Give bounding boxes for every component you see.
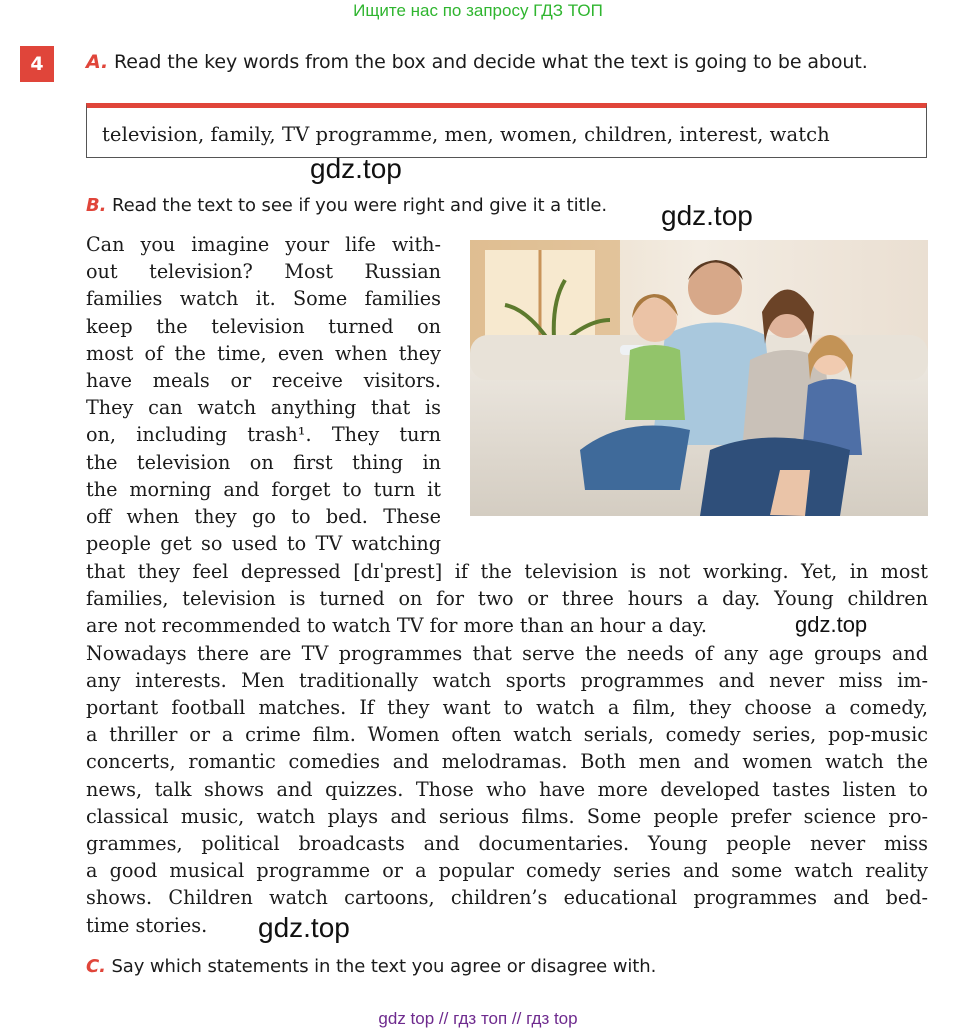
exercise-number-badge: 4: [20, 46, 54, 82]
task-c-letter: C.: [86, 956, 106, 977]
task-c: [86, 956, 656, 977]
text-line: concerts, romantic comedies and melodramas. Both men and women watch the: [86, 750, 928, 774]
text-line: portant football matches. If they want to watch a film, they choose a comedy,: [86, 696, 928, 720]
text-line: keep the television turned on: [86, 314, 441, 338]
watermark: gdz.top: [310, 153, 402, 184]
watermark: gdz.top: [795, 612, 868, 637]
task-a-letter: A.: [86, 51, 109, 73]
text-line: classical music, watch plays and serious films. Some people prefer science pro-: [86, 804, 928, 828]
text-line: off when they go to bed. These: [86, 505, 441, 529]
article-paragraph-narrow: [86, 231, 441, 557]
text-line: on, including trash¹. They turn: [86, 423, 441, 447]
text-line: the morning and forget to turn it: [86, 477, 441, 501]
watermark: gdz.top: [661, 200, 753, 231]
text-line: a thriller or a crime film. Women often watch serials, comedy series, pop-music: [86, 723, 928, 747]
text-line: are not recommended to watch TV for more than an hour a day.: [86, 614, 707, 638]
text-line: Can you imagine your life with-: [86, 233, 441, 256]
text-line: any interests. Men traditionally watch sports programmes and never miss im-: [86, 668, 928, 692]
text-line: a good musical programme or a popular comedy series and some watch reality: [86, 859, 928, 883]
text-line: people get so used to TV watching: [86, 532, 441, 556]
task-a: [86, 51, 868, 73]
text-line: families, television is turned on for two or three hours a day. Young children: [86, 587, 928, 611]
text-line: time stories.: [86, 913, 208, 937]
text-line: that they feel depressed [dɪˈprest] if the television is not working. Yet, in most: [86, 560, 928, 583]
text-line: news, talk shows and quizzes. Those who have more developed tastes listen to: [86, 777, 928, 801]
watermark: gdz.top: [258, 912, 350, 943]
task-b-letter: B.: [86, 195, 107, 216]
text-line: grammes, political broadcasts and documentaries. Young people never miss: [86, 832, 928, 856]
bottom-site-links: gdz top // гдз топ // гдз top: [378, 1009, 578, 1028]
family-watching-tv-photo: [470, 240, 928, 516]
task-a-text: Read the key words from the box and decide what the text is going to be about.: [114, 51, 868, 73]
task-c-text: Say which statements in the text you agree or disagree with.: [111, 956, 657, 977]
text-line: They can watch anything that is: [86, 396, 441, 420]
text-line: the television on first thing in: [86, 450, 441, 474]
task-b-text: Read the text to see if you were right and give it a title.: [111, 195, 607, 216]
text-line: out television? Most Russian: [86, 260, 441, 284]
text-line: most of the time, even when they: [86, 341, 441, 365]
text-line: Nowadays there are TV programmes that serve the needs of any age groups and: [86, 641, 928, 665]
task-b: [86, 195, 607, 216]
text-line: families watch it. Some families: [86, 287, 441, 311]
keywords-text: television, family, TV programme, men, women, children, interest, watch: [102, 123, 830, 146]
text-line: have meals or receive visitors.: [86, 369, 441, 393]
search-hint-banner: Ищите нас по запросу ГДЗ ТОП: [353, 1, 603, 20]
text-line: shows. Children watch cartoons, children’s educational programmes and bed-: [86, 886, 928, 910]
